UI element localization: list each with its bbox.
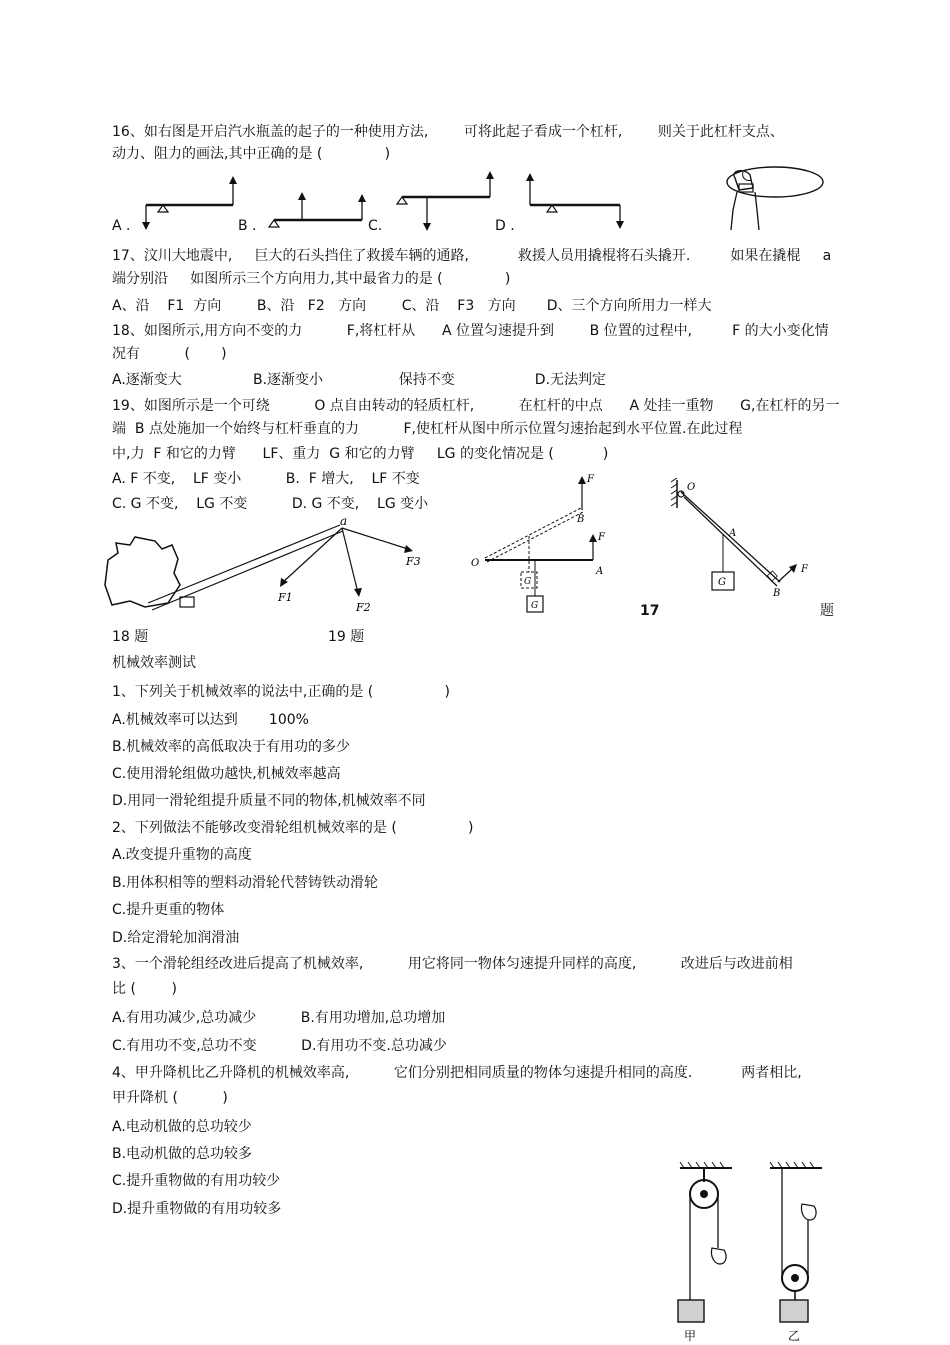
q16-line1: 16、如右图是开启汽水瓶盖的起子的一种使用方法, 可将此起子看成一个杠杆, 则关于此杠杆支点、 [112, 124, 784, 140]
crowbar-rock-figure [100, 515, 430, 615]
q18-line1: 18、如图所示,用方向不变的力 F,将杠杆从 A 位置匀速提升到 B 位置的过程中, F 的大小变化情 [112, 323, 829, 339]
fig19-label-a: A [729, 528, 737, 539]
q18-options: A.逐渐变大 B.逐渐变小 保持不变 D.无法判定 [112, 372, 607, 388]
q19-options-cd: C. G 不变, LG 不变 D. G 不变, LG 变小 [112, 496, 429, 512]
q16-lever-figure-d [520, 165, 630, 235]
m2-option-b: B.用体积相等的塑料动滑轮代替铸铁动滑轮 [112, 875, 379, 891]
q16-line2: 动力、阻力的画法,其中正确的是 ( ) [112, 146, 391, 162]
fig19-label-b: B [773, 588, 781, 599]
lever-rotation-figure [465, 470, 625, 618]
fig18-label-b: B [577, 514, 585, 525]
q16-option-a-label: A . [112, 218, 131, 234]
q17-options: A、沿 F1 方向 B、沿 F2 方向 C、沿 F3 方向 D、三个方向所用力一样大 [112, 298, 712, 314]
m4-line1: 4、甲升降机比乙升降机的机械效率高, 它们分别把相同质量的物体匀速提升相同的高度. 两者相比, [112, 1065, 802, 1081]
q16-option-b-label: B . [238, 218, 257, 234]
section-title: 机械效率测试 [112, 655, 196, 671]
fig17-label-f1: F1 [278, 591, 293, 604]
pulley-systems-figure [670, 1160, 840, 1342]
inclined-lever-figure [665, 478, 815, 608]
fig18-label-a: A [596, 566, 604, 577]
fig19-label-g: G [718, 577, 726, 588]
q17-line1: 17、汶川大地震中, 巨大的石头挡住了救援车辆的通路, 救援人员用撬棍将石头撬开. 如果在撬棍 a [112, 248, 832, 264]
caption-19: 19 题 [328, 629, 365, 645]
q16-lever-figure-c [392, 165, 502, 235]
pulley-label-yi: 乙 [788, 1329, 801, 1342]
fig19-label-o: O [687, 482, 696, 493]
m1-option-c: C.使用滑轮组做功越快,机械效率越高 [112, 766, 341, 782]
q16-lever-figure-b [262, 170, 372, 235]
q19-line2: 端 B 点处施加一个始终与杠杆垂直的力 F,使杠杆从图中所示位置匀速抬起到水平位置.在此过程 [112, 421, 743, 437]
m3-line1: 3、一个滑轮组经改进后提高了机械效率, 用它将同一物体匀速提升同样的高度, 改进后与改进前相 [112, 956, 793, 972]
m3-options-ab: A.有用功减少,总功减少 B.有用功增加,总功增加 [112, 1010, 446, 1026]
fig18-label-g: G [531, 601, 539, 611]
fig18-label-g-dashed: G [524, 577, 532, 587]
m1-option-b: B.机械效率的高低取决于有用功的多少 [112, 739, 351, 755]
m2-option-c: C.提升更重的物体 [112, 902, 225, 918]
q19-line3: 中,力 F 和它的力臂 LF、重力 G 和它的力臂 LG 的变化情况是 ( ) [112, 446, 609, 462]
caption-18: 18 题 [112, 629, 149, 645]
q16-bottle-opener-figure [715, 160, 830, 232]
m2-option-a: A.改变提升重物的高度 [112, 847, 252, 863]
q18-line2: 况有 ( ) [112, 346, 227, 362]
m4-line2: 甲升降机 ( ) [112, 1090, 228, 1106]
m4-option-d: D.提升重物做的有用功较多 [112, 1201, 282, 1217]
caption-17-word: 题 [820, 603, 834, 619]
q19-options-ab: A. F 不变, LF 变小 B. F 增大, LF 不变 [112, 471, 420, 487]
m1-stem: 1、下列关于机械效率的说法中,正确的是 ( ) [112, 684, 450, 700]
m1-option-a: A.机械效率可以达到 100% [112, 712, 309, 728]
q19-line1: 19、如图所示是一个可绕 O 点自由转动的轻质杠杆, 在杠杆的中点 A 处挂一重物 G,在杠杆的另一 [112, 398, 840, 414]
q16-option-c-label: C. [368, 218, 383, 234]
fig17-label-f3: F3 [406, 555, 421, 568]
fig18-label-f-right: F [598, 532, 605, 543]
m4-option-b: B.电动机做的总功较多 [112, 1146, 253, 1162]
q16-lever-figure-a [128, 170, 248, 235]
m2-option-d: D.给定滑轮加润滑油 [112, 930, 240, 946]
m1-option-d: D.用同一滑轮组提升质量不同的物体,机械效率不同 [112, 793, 426, 809]
m3-options-cd: C.有用功不变,总功不变 D.有用功不变.总功减少 [112, 1038, 447, 1054]
caption-17-number: 17 [640, 603, 660, 619]
pulley-label-jia: 甲 [684, 1329, 697, 1342]
fig18-label-o: O [471, 558, 480, 569]
m3-line2: 比 ( ) [112, 981, 177, 997]
m4-option-c: C.提升重物做的有用功较少 [112, 1173, 281, 1189]
fig19-label-f: F [801, 564, 808, 575]
fig17-label-a: a [340, 515, 348, 528]
fig17-label-f2: F2 [356, 601, 371, 614]
m4-option-a: A.电动机做的总功较少 [112, 1119, 252, 1135]
m2-stem: 2、下列做法不能够改变滑轮组机械效率的是 ( ) [112, 820, 474, 836]
q17-line2: 端分别沿 如图所示三个方向用力,其中最省力的是 ( ) [112, 271, 511, 287]
q16-option-d-label: D . [495, 218, 515, 234]
fig18-label-f-top: F [587, 474, 594, 485]
